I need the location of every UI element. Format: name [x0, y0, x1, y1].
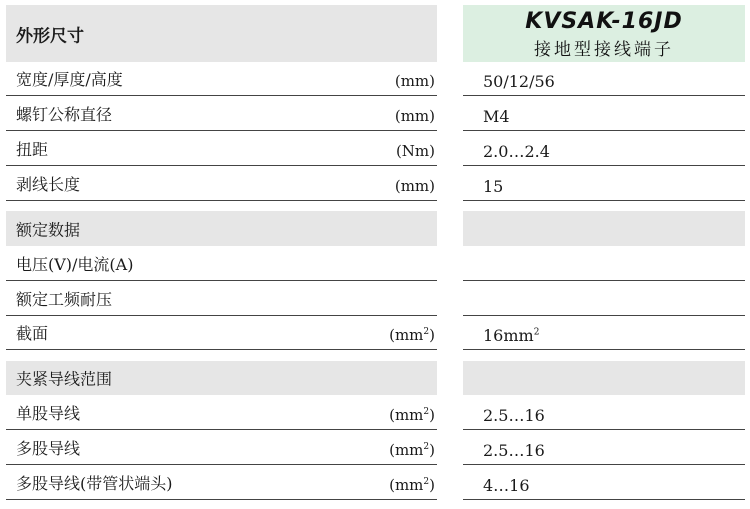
clamping-range-title: 夹紧导线范围: [16, 369, 113, 389]
row-label: 额定工频耐压: [16, 290, 113, 309]
table-row: [6, 63, 437, 96]
row-label: 剥线长度: [16, 175, 81, 194]
rated-data-title: 额定数据: [16, 220, 81, 239]
table-row: [6, 430, 437, 465]
row-value: 2.5…16: [483, 406, 545, 425]
header-left-cell: [6, 5, 437, 62]
row-unit: (mm): [394, 177, 435, 195]
row-value: 15: [483, 177, 504, 196]
row-label: 多股导线(带管状端头): [16, 474, 173, 493]
row-unit: (Nm): [395, 142, 435, 160]
row-label: 电压(V)/电流(A): [16, 255, 134, 274]
row-value-cell: [463, 430, 745, 465]
table-row: [6, 281, 437, 316]
row-value: 4…16: [483, 476, 530, 495]
row-value-cell: [463, 316, 745, 350]
row-value-cell: [463, 465, 745, 500]
row-unit: $(mm^2)$: [389, 476, 435, 494]
row-value: $16mm^2$: [483, 326, 540, 345]
row-value-cell: [463, 63, 745, 96]
table-row: [6, 166, 437, 201]
table-row: [6, 316, 437, 350]
rated-data-section-value-cell: [463, 211, 745, 246]
header-model-cell: [463, 5, 745, 62]
clamping-range-section-header: [6, 361, 437, 395]
row-value: 2.0…2.4: [483, 142, 550, 161]
product-subtitle: 接地型接线端子: [534, 40, 674, 60]
rated-data-section-header: [6, 211, 437, 246]
row-value: 2.5…16: [483, 441, 545, 460]
row-unit: $(mm^2)$: [389, 406, 435, 424]
table-row: [6, 395, 437, 430]
clamping-range-section-value-cell: [463, 361, 745, 395]
model-name: KVSAK-16JD: [525, 9, 683, 34]
row-label: 扭距: [16, 140, 49, 159]
row-unit: $(mm^2)$: [389, 326, 435, 344]
row-label: 多股导线: [16, 439, 81, 458]
row-value-cell: [463, 166, 745, 201]
table-row: [6, 246, 437, 281]
row-value-cell: [463, 246, 745, 281]
row-label: 单股导线: [16, 404, 81, 423]
row-unit: (mm): [394, 107, 435, 125]
row-label: 螺钉公称直径: [16, 105, 113, 124]
row-label: 宽度/厚度/高度: [16, 70, 123, 89]
table-row: [6, 465, 437, 500]
row-unit: $(mm^2)$: [389, 441, 435, 459]
row-value-cell: [463, 131, 745, 166]
row-value-cell: [463, 395, 745, 430]
row-label: 截面: [16, 324, 49, 343]
row-unit: (mm): [394, 72, 435, 90]
row-value-cell: [463, 96, 745, 131]
table-row: [6, 131, 437, 166]
row-value-cell: [463, 281, 745, 316]
row-value: M4: [483, 107, 510, 126]
outline-dimensions-title: 外形尺寸: [16, 26, 84, 46]
table-row: [6, 96, 437, 131]
row-value: 50/12/56: [483, 72, 555, 91]
